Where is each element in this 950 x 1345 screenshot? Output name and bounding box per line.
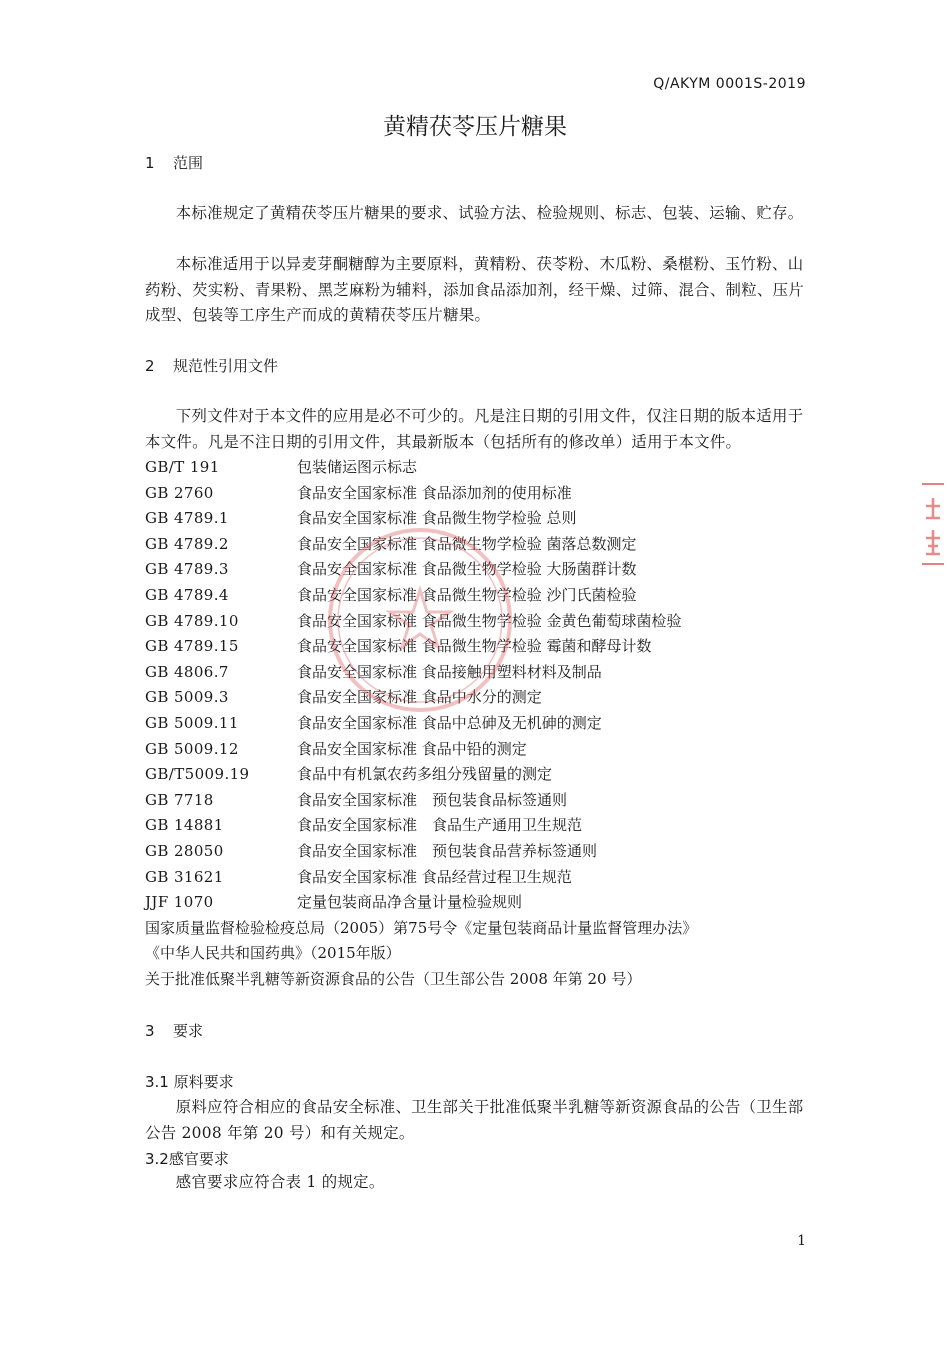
section-3-2-heading <box>145 1148 229 1169</box>
reference-code: GB 5009.3 <box>145 688 229 707</box>
reference-code: GB 4789.1 <box>145 509 229 528</box>
reference-title: 食品安全国家标准 预包装食品标签通则 <box>297 790 568 809</box>
reference-title: 食品安全国家标准 食品微生物学检验 大肠菌群计数 <box>297 560 637 579</box>
section-1-title: 范围 <box>173 154 204 172</box>
reference-title: 包装储运图示标志 <box>297 458 418 476</box>
section-2-heading <box>145 355 278 376</box>
reference-title: 食品安全国家标准 食品添加剂的使用标准 <box>297 483 572 502</box>
section-3-number: 3 <box>145 1022 155 1040</box>
reference-row <box>145 455 815 481</box>
reference-row <box>145 737 815 763</box>
reference-title: 定量包装商品净含量计量检验规则 <box>297 893 523 912</box>
reference-code: GB/T 191 <box>145 458 220 476</box>
section-3-1-heading <box>145 1071 234 1092</box>
reference-code: JJF 1070 <box>145 893 214 912</box>
section-3-1-number: 3.1 <box>145 1073 169 1091</box>
reference-title: 食品安全国家标准 食品接触用塑料材料及制品 <box>297 662 602 681</box>
section-3-1-text: 原料应符合相应的食品安全标准、卫生部关于批准低聚半乳糖等新资源食品的公告（卫生部公告 2008 年第 20 号）和有关规定。 <box>145 1098 804 1142</box>
reference-code: GB 4789.3 <box>145 560 229 579</box>
reference-code: GB 4789.4 <box>145 585 229 604</box>
page-number: 1 <box>797 1233 806 1249</box>
additional-reference: 国家质量监督检验检疫总局（2005）第75号令《定量包装商品计量监督管理办法》 <box>145 918 698 937</box>
standard-code: Q/AKYM 0001S-2019 <box>653 76 806 92</box>
reference-code: GB 7718 <box>145 790 214 809</box>
section-3-heading <box>145 1020 203 1041</box>
reference-title: 食品安全国家标准 食品中总砷及无机砷的测定 <box>297 713 602 732</box>
reference-code: GB/T5009.19 <box>145 765 250 784</box>
section-3-1-title: 原料要求 <box>173 1073 234 1091</box>
reference-code: GB 4789.10 <box>145 611 239 630</box>
official-stamp-icon <box>320 520 520 720</box>
reference-title: 食品中有机氯农药多组分残留量的测定 <box>297 765 553 784</box>
reference-title: 食品安全国家标准 食品微生物学检验 沙门氏菌检验 <box>297 585 637 604</box>
reference-code: GB 4789.15 <box>145 637 239 656</box>
reference-title: 食品安全国家标准 预包装食品营养标签通则 <box>297 841 598 860</box>
side-seal-icon <box>918 478 948 570</box>
reference-title: 食品安全国家标准 食品微生物学检验 金黄色葡萄球菌检验 <box>297 611 682 630</box>
reference-code: GB 28050 <box>145 841 224 860</box>
section-3-2-title: 感官要求 <box>168 1150 229 1168</box>
reference-row <box>145 788 815 814</box>
reference-row <box>145 890 815 916</box>
section-1-heading <box>145 152 203 173</box>
section-2-number: 2 <box>145 357 155 375</box>
section-3-title: 要求 <box>173 1022 204 1040</box>
reference-row <box>145 865 815 891</box>
section-1-number: 1 <box>145 154 155 172</box>
section-1-paragraph-2: 本标准适用于以异麦芽酮糖醇为主要原料，黄精粉、茯苓粉、木瓜粉、桑椹粉、玉竹粉、山药粉、芡实粉、青果粉、黑芝麻粉为辅料，添加食品添加剂，经干燥、过筛、混合、制粒、压片成型、包装等工序生产而成的黄精茯苓压片糖果。 <box>145 255 805 324</box>
additional-reference: 关于批准低聚半乳糖等新资源食品的公告（卫生部公告 2008 年第 20 号） <box>145 969 642 988</box>
reference-code: GB 31621 <box>145 867 224 886</box>
reference-row <box>145 762 815 788</box>
reference-code: GB 14881 <box>145 816 224 835</box>
reference-row <box>145 481 815 507</box>
reference-title: 食品安全国家标准 食品经营过程卫生规范 <box>297 867 572 886</box>
section-3-2-number: 3.2 <box>145 1150 169 1168</box>
additional-reference: 《中华人民共和国药典》（2015年版） <box>145 944 401 963</box>
reference-title: 食品安全国家标准 食品生产通用卫生规范 <box>297 816 583 835</box>
section-2-title: 规范性引用文件 <box>173 357 279 375</box>
reference-code: GB 5009.12 <box>145 739 239 758</box>
reference-title: 食品安全国家标准 食品微生物学检验 菌落总数测定 <box>297 534 637 553</box>
reference-title: 食品安全国家标准 食品中水分的测定 <box>297 688 542 707</box>
reference-row <box>145 839 815 865</box>
section-2-intro: 下列文件对于本文件的应用是必不可少的。凡是注日期的引用文件，仅注日期的版本适用于本文件。凡是不注日期的引用文件，其最新版本（包括所有的修改单）适用于本文件。 <box>145 407 804 451</box>
reference-code: GB 2760 <box>145 483 214 502</box>
section-1-paragraph-1: 本标准规定了黄精茯苓压片糖果的要求、试验方法、检验规则、标志、包装、运输、贮存。 <box>175 204 804 222</box>
reference-title: 食品安全国家标准 食品中铅的测定 <box>297 739 527 758</box>
reference-code: GB 5009.11 <box>145 713 239 732</box>
reference-title: 食品安全国家标准 食品微生物学检验 霉菌和酵母计数 <box>297 637 652 656</box>
reference-title: 食品安全国家标准 食品微生物学检验 总则 <box>297 509 577 528</box>
reference-code: GB 4806.7 <box>145 662 229 681</box>
reference-code: GB 4789.2 <box>145 534 229 553</box>
section-3-2-text: 感官要求应符合表 1 的规定。 <box>175 1173 385 1191</box>
reference-row <box>145 813 815 839</box>
document-title: 黄精茯苓压片糖果 <box>383 114 567 140</box>
